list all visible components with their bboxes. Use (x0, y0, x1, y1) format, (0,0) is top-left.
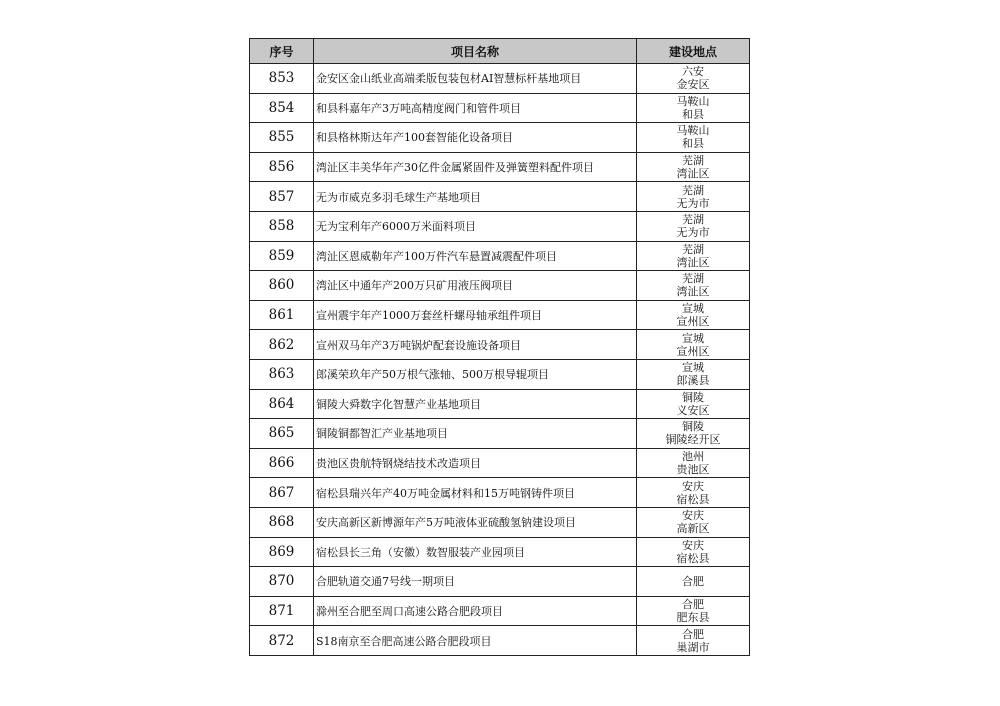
project-location (637, 123, 750, 153)
row-number: 855 (250, 123, 314, 153)
location-district: 郎溪县 (676, 374, 710, 388)
location-district: 金安区 (676, 78, 710, 92)
location-city: 铜陵 (682, 390, 704, 404)
table-row (250, 93, 750, 123)
table-row (250, 478, 750, 508)
location-district: 铜陵经开区 (665, 433, 721, 447)
project-name: 和县科嘉年产3万吨高精度阀门和管件项目 (314, 93, 637, 123)
location-city: 宣城 (682, 361, 704, 375)
project-name: 和县格林斯达年产100套智能化设备项目 (314, 123, 637, 153)
location-district: 无为市 (676, 226, 710, 240)
location-city: 池州 (682, 450, 704, 464)
location-city: 安庆 (682, 509, 704, 523)
location-city: 铜陵 (682, 420, 704, 434)
project-name: 安庆高新区新博源年产5万吨液体亚硫酸氢钠建设项目 (314, 507, 637, 537)
project-name: 铜陵铜都智汇产业基地项目 (314, 419, 637, 449)
row-number: 861 (250, 300, 314, 330)
row-number: 857 (250, 182, 314, 212)
project-location (637, 182, 750, 212)
project-name: 金安区金山纸业高端柔版包装包材AI智慧标杆基地项目 (314, 64, 637, 94)
location-district: 湾沚区 (676, 255, 710, 269)
table-row (250, 123, 750, 153)
location-district: 巢湖市 (676, 640, 710, 654)
location-city: 芜湖 (682, 242, 704, 256)
project-location (637, 567, 750, 597)
row-number: 863 (250, 359, 314, 389)
project-location (637, 211, 750, 241)
project-name: 宿松县瑞兴年产40万吨金属材料和15万吨钢铸件项目 (314, 478, 637, 508)
table-row (250, 448, 750, 478)
project-name: 无为市威克多羽毛球生产基地项目 (314, 182, 637, 212)
table-row (250, 64, 750, 94)
row-number: 868 (250, 507, 314, 537)
project-location (637, 507, 750, 537)
project-location (637, 537, 750, 567)
table-row (250, 152, 750, 182)
location-district: 宿松县 (676, 551, 710, 565)
row-number: 872 (250, 626, 314, 656)
project-name: 郎溪荣玖年产50万根气涨轴、500万根导辊项目 (314, 359, 637, 389)
row-number: 862 (250, 330, 314, 360)
table-row (250, 359, 750, 389)
project-name: 湾沚区丰美华年产30亿件金属紧固件及弹簧塑料配件项目 (314, 152, 637, 182)
project-location (637, 300, 750, 330)
row-number: 865 (250, 419, 314, 449)
location-city: 芜湖 (682, 183, 704, 197)
project-location (637, 271, 750, 301)
project-name: 宣州震宇年产1000万套丝杆螺母轴承组件项目 (314, 300, 637, 330)
row-number: 859 (250, 241, 314, 271)
project-name: 无为宝利年产6000万米面料项目 (314, 211, 637, 241)
location-district: 无为市 (676, 196, 710, 210)
table-row (250, 596, 750, 626)
project-location (637, 448, 750, 478)
project-location (637, 389, 750, 419)
project-location (637, 241, 750, 271)
project-name: 铜陵大舜数字化智慧产业基地项目 (314, 389, 637, 419)
project-name: 贵池区贵航特钢烧结技术改造项目 (314, 448, 637, 478)
project-table (249, 38, 750, 656)
location-city: 合肥 (682, 597, 704, 611)
row-number: 858 (250, 211, 314, 241)
header-location: 建设地点 (637, 39, 750, 64)
row-number: 867 (250, 478, 314, 508)
location-district: 宣州区 (676, 315, 710, 329)
location-district: 湾沚区 (676, 285, 710, 299)
table-row (250, 567, 750, 597)
location-city: 合肥 (682, 627, 704, 641)
project-name: 宿松县长三角（安徽）数智服装产业园项目 (314, 537, 637, 567)
location-city: 马鞍山 (676, 94, 710, 108)
location-district: 宣州区 (676, 344, 710, 358)
row-number: 871 (250, 596, 314, 626)
table-row (250, 300, 750, 330)
location-district: 义安区 (676, 403, 710, 417)
project-location (637, 64, 750, 94)
row-number: 853 (250, 64, 314, 94)
row-number: 856 (250, 152, 314, 182)
project-name: S18南京至合肥高速公路合肥段项目 (314, 626, 637, 656)
location-city: 安庆 (682, 479, 704, 493)
row-number: 866 (250, 448, 314, 478)
location-city: 宣城 (682, 331, 704, 345)
project-location (637, 330, 750, 360)
project-name: 湾沚区中通年产200万只矿用液压阀项目 (314, 271, 637, 301)
project-name: 滁州至合肥至周口高速公路合肥段项目 (314, 596, 637, 626)
row-number: 860 (250, 271, 314, 301)
table-body (250, 64, 750, 656)
location-district: 宿松县 (676, 492, 710, 506)
location-district: 高新区 (676, 522, 710, 536)
table-row (250, 241, 750, 271)
project-location (637, 359, 750, 389)
row-number: 864 (250, 389, 314, 419)
project-location (637, 152, 750, 182)
project-location (637, 596, 750, 626)
project-location (637, 626, 750, 656)
location-city: 安庆 (682, 538, 704, 552)
table-row (250, 507, 750, 537)
table-row (250, 211, 750, 241)
header-name: 项目名称 (314, 39, 637, 64)
location-city: 芜湖 (682, 272, 704, 286)
row-number: 854 (250, 93, 314, 123)
location-city: 六安 (682, 65, 704, 79)
project-location (637, 478, 750, 508)
header-no: 序号 (250, 39, 314, 64)
location-district: 贵池区 (676, 463, 710, 477)
table-header-row (250, 39, 750, 64)
location-district: 和县 (682, 107, 704, 121)
location-district: 湾沚区 (676, 167, 710, 181)
location-city: 芜湖 (682, 154, 704, 168)
table-row (250, 330, 750, 360)
row-number: 869 (250, 537, 314, 567)
location-city: 宣城 (682, 302, 704, 316)
location-district: 和县 (682, 137, 704, 151)
table-row (250, 182, 750, 212)
row-number: 870 (250, 567, 314, 597)
table-row (250, 537, 750, 567)
project-name: 湾沚区恩威勒年产100万件汽车悬置减震配件项目 (314, 241, 637, 271)
project-location (637, 419, 750, 449)
project-name: 合肥轨道交通7号线一期项目 (314, 567, 637, 597)
project-name: 宣州双马年产3万吨锅炉配套设施设备项目 (314, 330, 637, 360)
table-row (250, 419, 750, 449)
table-row (250, 389, 750, 419)
location-city: 合肥 (682, 574, 704, 588)
location-city: 芜湖 (682, 213, 704, 227)
project-location (637, 93, 750, 123)
location-city: 马鞍山 (676, 124, 710, 138)
location-district: 肥东县 (676, 610, 710, 624)
table-row (250, 271, 750, 301)
table-row (250, 626, 750, 656)
